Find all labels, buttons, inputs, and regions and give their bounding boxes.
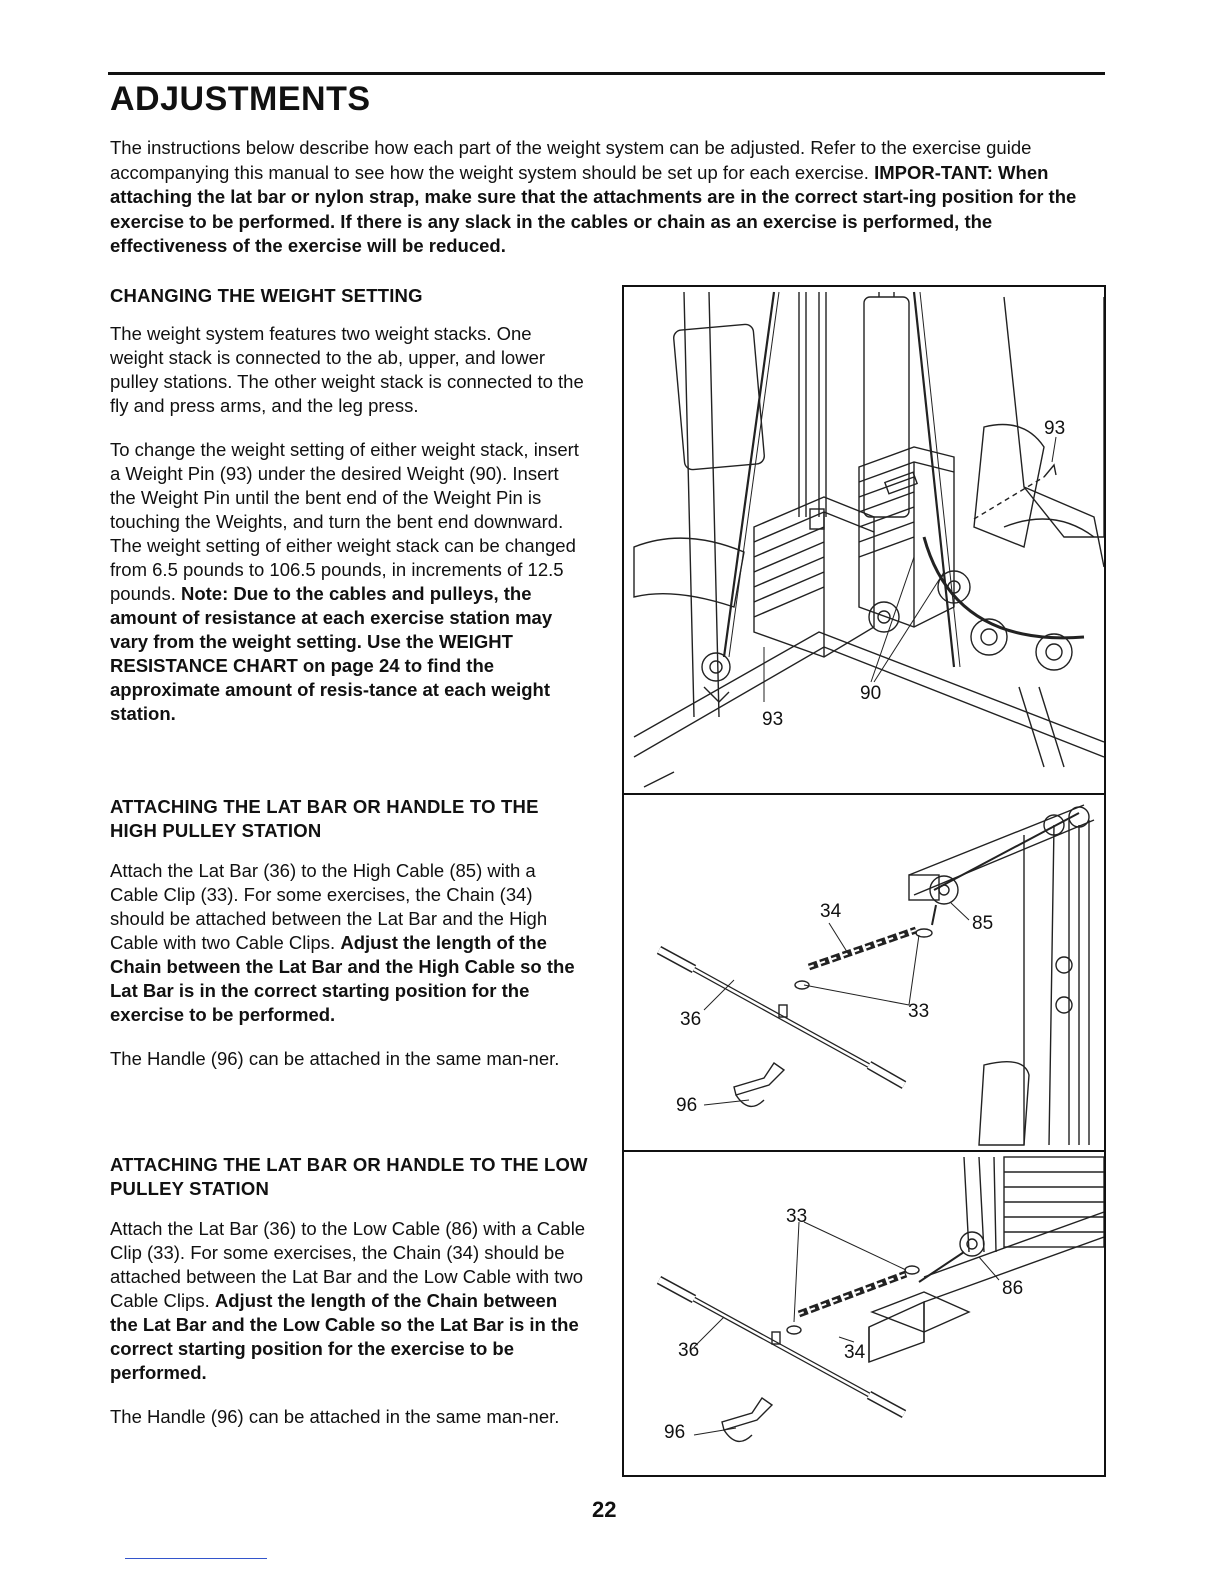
callout-34: 34 [820,901,842,922]
section-note-text: Adjust the length of the Chain between the Lat Bar and the Low Cable so the Lat Bar is in the correct starting position for the exercise to be performed. [110,1290,579,1383]
page-number: 22 [592,1497,617,1522]
callout-33: 33 [786,1206,808,1227]
low-pulley-figure [622,1150,1106,1477]
callout-96: 96 [664,1422,686,1443]
footer-line [125,1558,267,1559]
page-title: ADJUSTMENTS [110,80,371,118]
callout-36: 36 [678,1340,700,1361]
section-paragraph [110,1217,588,1385]
intro-text: The instructions below describe how each part of the weight system can be adjusted. Refer to the exercise guide accompanying this manual to see how the weight system should be set up for each exercise. [110,137,1032,183]
callout-34: 34 [844,1342,866,1363]
callout-90: 90 [860,683,882,704]
weight-stack-drawing [624,287,1106,795]
section-note-text: Note: Due to the cables and pulleys, the amount of resistance at each exercise station may vary from the weight setting. Use the WEIGHT RESISTANCE CHART on page 24 to find the approximate amount of resis-tance at each weight station. [110,583,553,724]
callout-93-top: 93 [1044,418,1066,439]
section-paragraph: The Handle (96) can be attached in the same man-ner. [110,1406,560,1427]
section-heading: ATTACHING THE LAT BAR OR HANDLE TO THE HIGH PULLEY STATION [110,796,539,841]
callout-33: 33 [908,1001,930,1022]
section-heading: ATTACHING THE LAT BAR OR HANDLE TO THE LOW PULLEY STATION [110,1154,588,1199]
section-text: To change the weight setting of either weight stack, insert a Weight Pin (93) under the desired Weight (90). Insert the Weight Pin until the bent end of the Weight Pin is touching the Weights, and turn the bent end downward. The weight setting of either weight stack can be changed from 6.5 pounds to 106.5 pounds, in increments of 12.5 pounds. [110,439,579,604]
callout-36: 36 [680,1009,702,1030]
intro-paragraph [110,136,1105,259]
high-pulley-figure [622,793,1106,1152]
section-weight-setting [110,284,588,726]
section-text: Attach the Lat Bar (36) to the Low Cable (86) with a Cable Clip (33). For some exercises, the Chain (34) should be attached between the Lat Bar and the Low Cable with two Cable Clips. [110,1218,586,1311]
intro-important-text: IMPOR-TANT: When attaching the lat bar or nylon strap, make sure that the attachments are in the correct start-ing position for the exercise to be performed. If there is any slack in the cables or chain as an exercise is performed, the effectiveness of the exercise will be reduced. [110,161,1077,256]
section-note-text: Adjust the length of the Chain between the Lat Bar and the High Cable so the Lat Bar is in the correct starting position for the exercise to be performed. [110,932,575,1025]
section-paragraph [110,438,588,726]
section-paragraph: The Handle (96) can be attached in the same man-ner. [110,1048,560,1069]
callout-93-bottom: 93 [762,709,784,730]
weight-stack-figure [622,285,1106,795]
callout-96: 96 [676,1095,698,1116]
low-pulley-drawing [624,1152,1106,1477]
top-rule [108,72,1105,75]
section-high-pulley [110,795,588,1071]
high-pulley-drawing [624,795,1106,1152]
section-text: Attach the Lat Bar (36) to the High Cable (85) with a Cable Clip (33). For some exercises, the Chain (34) should be attached between the Lat Bar and the High Cable with two Cable Clips. [110,860,548,953]
callout-86: 86 [1002,1278,1024,1299]
section-paragraph [110,859,588,1027]
section-low-pulley [110,1153,588,1429]
section-paragraph: The weight system features two weight stacks. One weight stack is connected to the ab, upper, and lower pulley stations. The other weight stack is connected to the fly and press arms, and the leg press. [110,323,584,416]
section-heading: CHANGING THE WEIGHT SETTING [110,285,423,306]
callout-85: 85 [972,913,994,934]
